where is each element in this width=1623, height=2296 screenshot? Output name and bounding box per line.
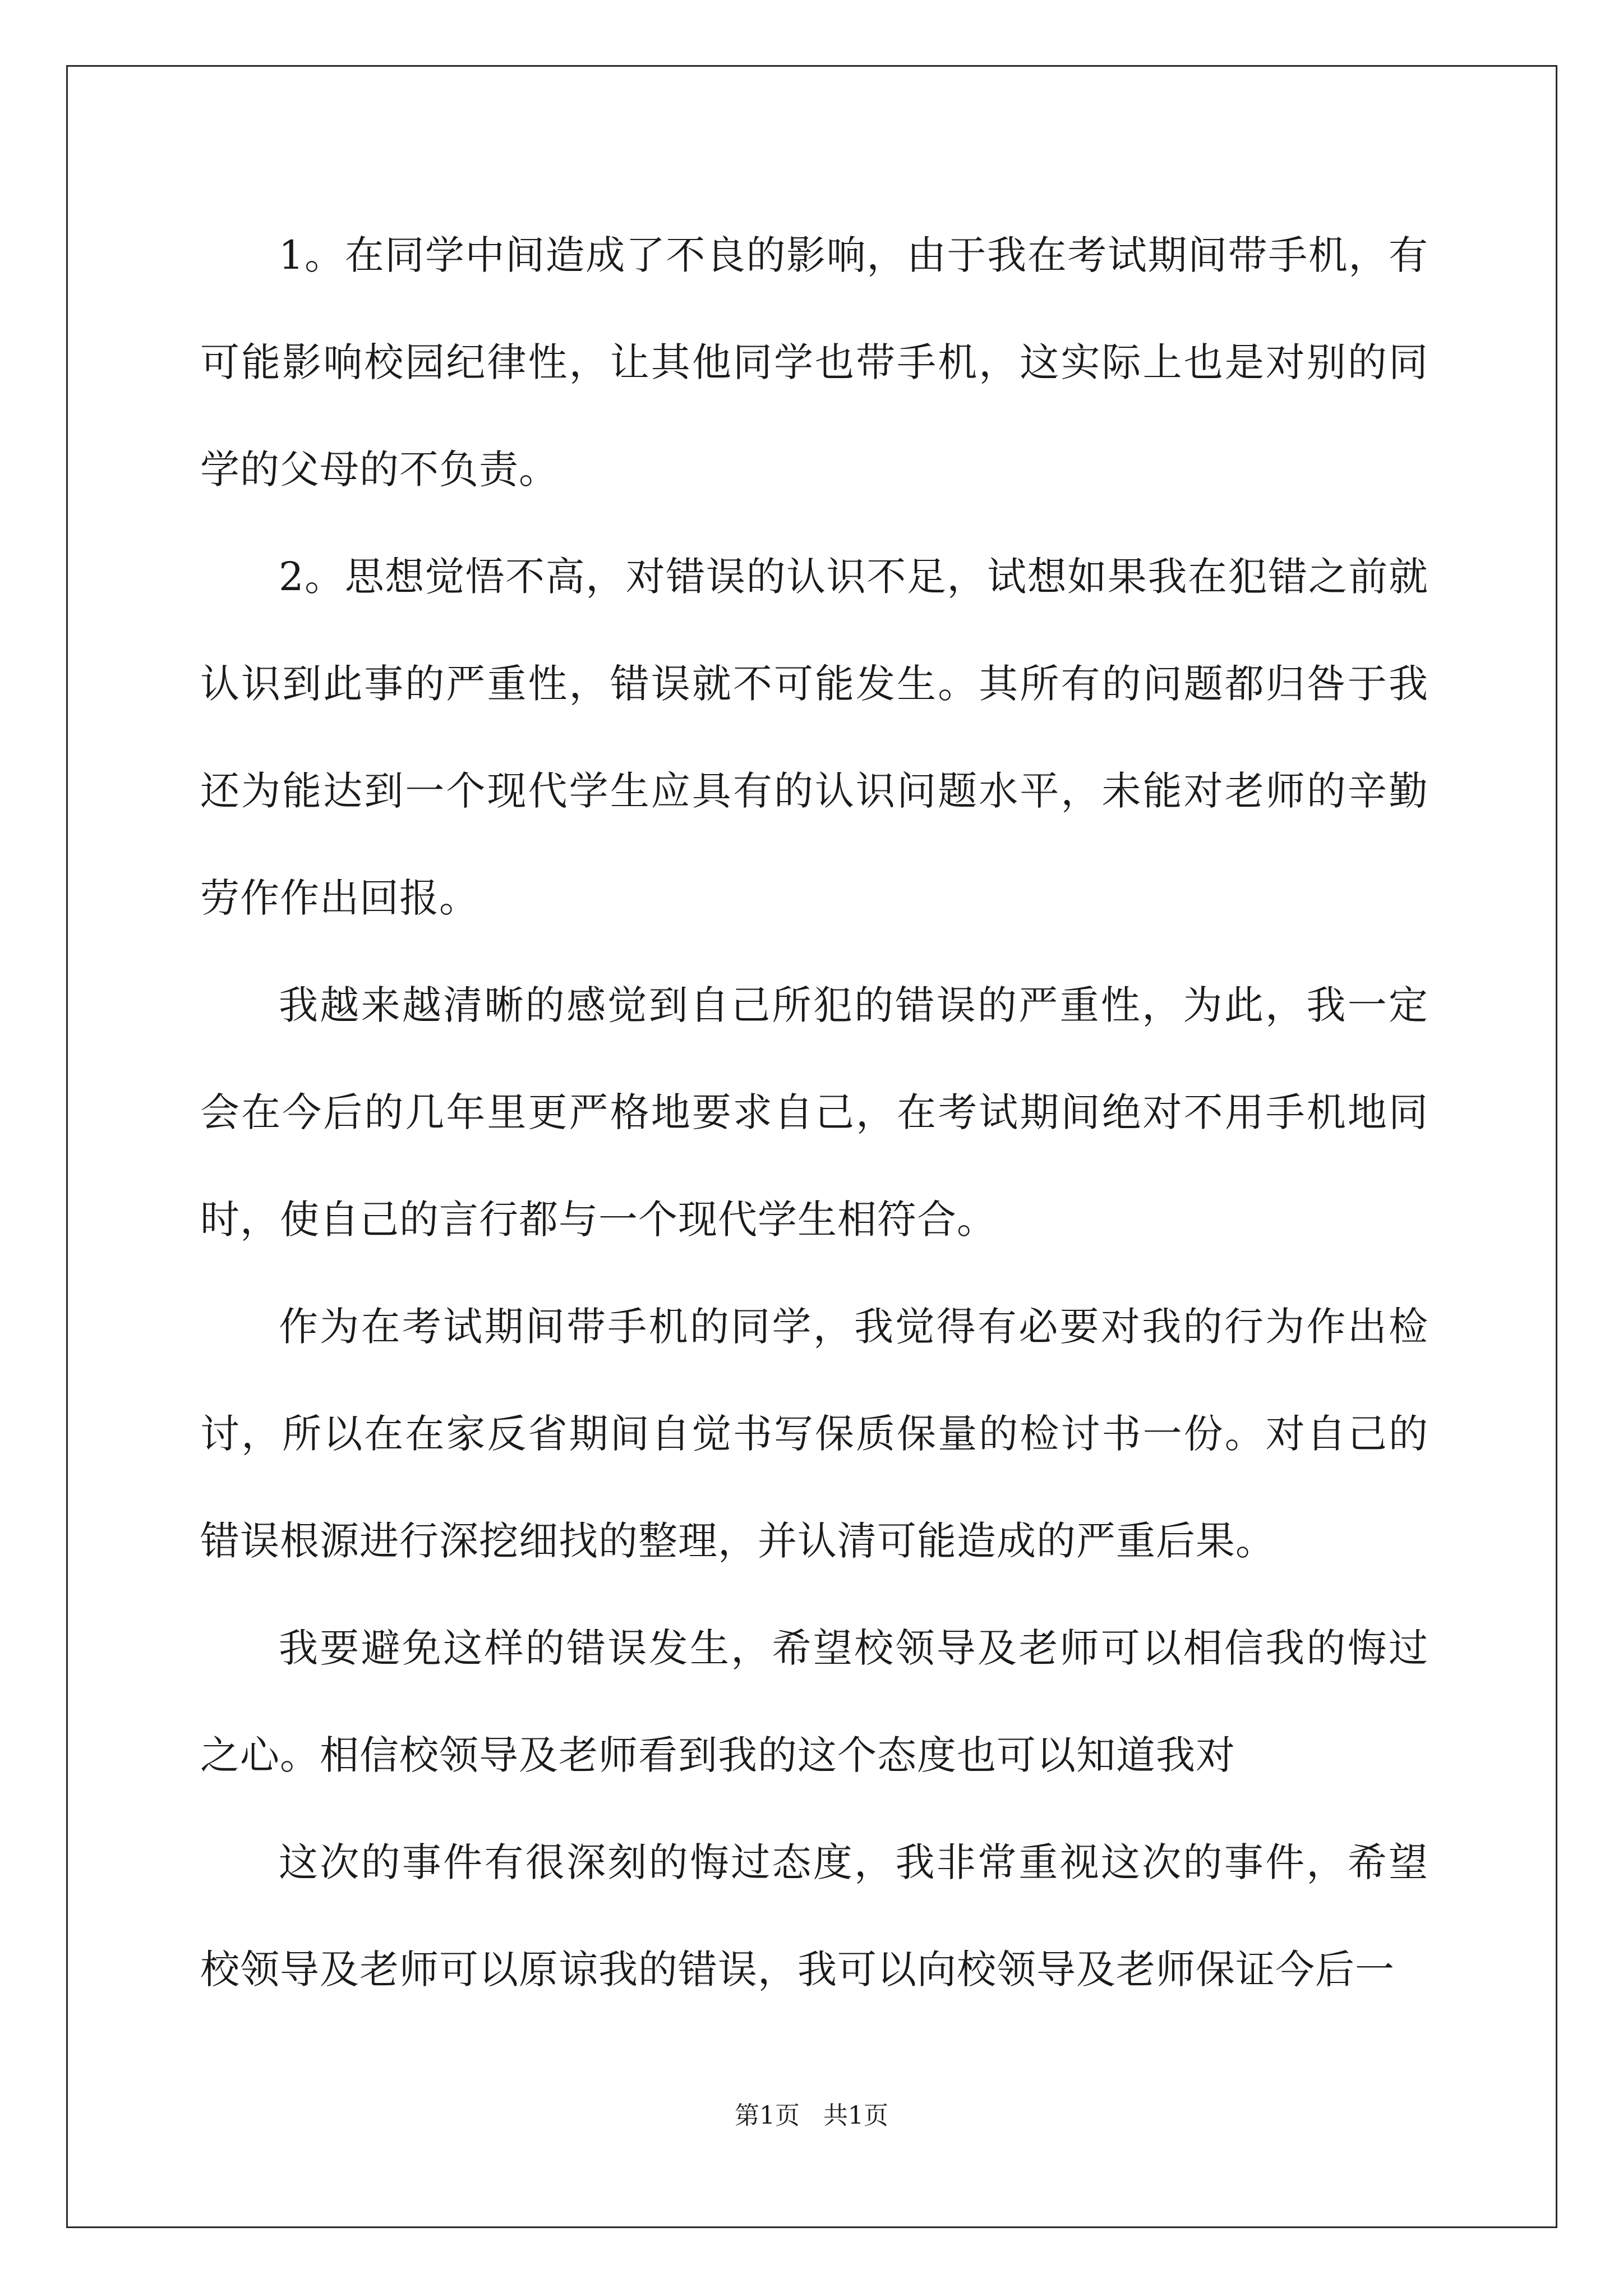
paragraph-6: 这次的事件有很深刻的悔过态度，我非常重视这次的事件，希望校领导及老师可以原谅我的错误，我可以向校领导及老师保证今后一 [200,1839,1428,1993]
paragraph-3: 我越来越清晰的感觉到自己所犯的错误的严重性，为此，我一定会在今后的几年里更严格地要求自己，在考试期间绝对不用手机地同时，使自己的言行都与一个现代学生相符合。 [200,982,1428,1243]
paragraph-5: 我要避免这样的错误发生，希望校领导及老师可以相信我的悔过之心。相信校领导及老师看到我的这个态度也可以知道我对 [200,1625,1428,1778]
paragraph-1: 1。在同学中间造成了不良的影响，由于我在考试期间带手机，有可能影响校园纪律性，让其他同学也带手机，这实际上也是对别的同学的父母的不负责。 [200,232,1428,493]
page-number-label: 第1页 [735,2101,800,2130]
page-footer [0,2099,1623,2133]
page-total-label: 共1页 [823,2101,888,2130]
document-body [200,202,1428,2023]
paragraph-2: 2。思想觉悟不高，对错误的认识不足，试想如果我在犯错之前就认识到此事的严重性，错误就不可能发生。其所有的问题都归咎于我还为能达到一个现代学生应具有的认识问题水平，未能对老师的辛勤劳作作出回报。 [200,554,1428,921]
paragraph-4: 作为在考试期间带手机的同学，我觉得有必要对我的行为作出检讨，所以在在家反省期间自觉书写保质保量的检讨书一份。对自己的错误根源进行深挖细找的整理，并认清可能造成的严重后果。 [200,1304,1428,1564]
